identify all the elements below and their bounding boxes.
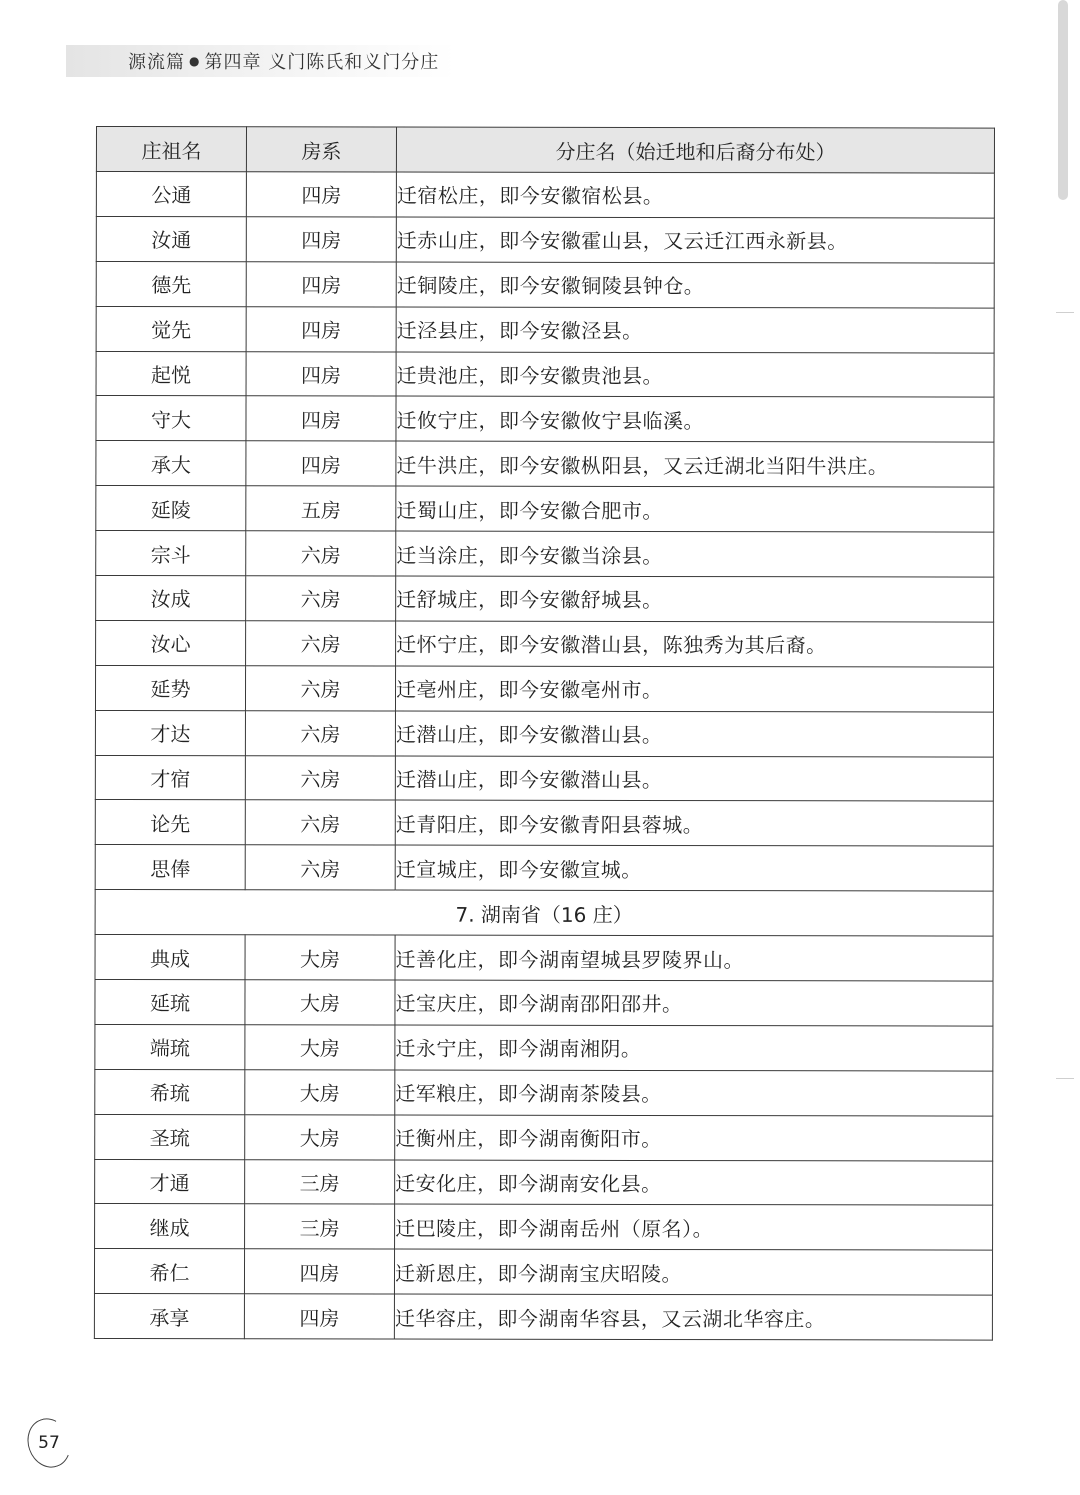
column-header-ancestor: 庄祖名 — [96, 127, 246, 172]
ancestor-name: 思俸 — [95, 845, 245, 890]
table-row — [96, 531, 994, 577]
settlement-desc: 迁新恩庄，即今湖南宝庆昭陵。 — [394, 1249, 992, 1295]
edge-mark — [1056, 1078, 1074, 1079]
ancestor-name: 圣琉 — [95, 1114, 245, 1159]
ancestor-name: 希琉 — [95, 1069, 245, 1114]
branch-table — [94, 126, 995, 1341]
table-row — [95, 710, 993, 756]
settlement-desc: 迁宣城庄，即今安徽宣城。 — [395, 845, 993, 891]
table-row — [96, 486, 994, 532]
branch-name: 四房 — [246, 306, 396, 351]
table-row — [96, 216, 994, 262]
table-row — [95, 1159, 993, 1205]
branch-name: 大房 — [245, 1070, 395, 1115]
table-row — [94, 1249, 992, 1295]
table-row — [96, 306, 994, 352]
table-row — [95, 845, 993, 891]
settlement-desc: 迁铜陵庄，即今安徽铜陵县钟仓。 — [396, 262, 994, 308]
branch-name: 四房 — [246, 217, 396, 262]
table-row — [96, 261, 994, 307]
settlement-desc: 迁攸宁庄，即今安徽攸宁县临溪。 — [396, 396, 994, 442]
ancestor-name: 才通 — [95, 1159, 245, 1204]
settlement-desc: 迁潜山庄，即今安徽潜山县。 — [395, 711, 993, 757]
branch-name: 三房 — [245, 1159, 395, 1204]
settlement-desc: 迁军粮庄，即今湖南茶陵县。 — [395, 1070, 993, 1116]
header-chapter: 第四章 义门陈氏和义门分庄 — [204, 52, 440, 73]
table-header-row — [96, 127, 994, 174]
branch-name: 大房 — [245, 1114, 395, 1159]
ancestor-name: 论先 — [95, 800, 245, 845]
table-row — [95, 980, 993, 1026]
branch-name: 六房 — [245, 800, 395, 845]
branch-name: 四房 — [244, 1249, 394, 1294]
table-row — [95, 1069, 993, 1115]
table-row — [96, 441, 994, 487]
header-separator-icon: ● — [189, 54, 201, 68]
running-header — [66, 45, 456, 77]
branch-name: 六房 — [245, 666, 395, 711]
ancestor-name: 宗斗 — [96, 531, 246, 576]
header-part: 源流篇 — [128, 52, 185, 73]
branch-name: 四房 — [246, 441, 396, 486]
table-row — [95, 1204, 993, 1250]
settlement-desc: 迁青阳庄，即今安徽青阳县蓉城。 — [395, 800, 993, 846]
table-row — [96, 576, 994, 622]
branch-name: 六房 — [245, 710, 395, 755]
settlement-desc: 迁怀宁庄，即今安徽潜山县，陈独秀为其后裔。 — [396, 621, 994, 667]
branch-name: 四房 — [246, 172, 396, 217]
table-row — [96, 396, 994, 442]
branch-name: 六房 — [246, 531, 396, 576]
table-row — [96, 620, 994, 666]
table-row — [95, 935, 993, 981]
ancestor-name: 汝心 — [96, 620, 246, 665]
branch-name: 五房 — [246, 486, 396, 531]
ancestor-name: 希仁 — [94, 1249, 244, 1294]
settlement-desc: 迁安化庄，即今湖南安化县。 — [395, 1160, 993, 1206]
table-row — [95, 755, 993, 801]
table-row — [95, 665, 993, 711]
branch-name: 四房 — [246, 351, 396, 396]
ancestor-name: 典成 — [95, 935, 245, 980]
ancestor-name: 承大 — [96, 441, 246, 486]
ancestor-name: 承享 — [94, 1294, 244, 1339]
branch-name: 大房 — [245, 1025, 395, 1070]
settlement-desc: 迁亳州庄，即今安徽亳州市。 — [395, 666, 993, 712]
ancestor-name: 起悦 — [96, 351, 246, 396]
branch-name: 四房 — [246, 396, 396, 441]
settlement-desc: 迁善化庄，即今湖南望城县罗陵界山。 — [395, 935, 993, 981]
branch-name: 大房 — [245, 935, 395, 980]
table-row — [95, 800, 993, 846]
ancestor-name: 才宿 — [95, 755, 245, 800]
scrollbar[interactable] — [1058, 0, 1068, 200]
ancestor-name: 才达 — [95, 710, 245, 755]
table-row — [95, 1114, 993, 1160]
ancestor-name: 延陵 — [96, 486, 246, 531]
settlement-desc: 迁当涂庄，即今安徽当涂县。 — [396, 531, 994, 577]
ancestor-name: 端琉 — [95, 1024, 245, 1069]
settlement-desc: 迁泾县庄，即今安徽泾县。 — [396, 307, 994, 353]
table-row — [96, 172, 994, 218]
ancestor-name: 汝通 — [96, 216, 246, 261]
page-number: 57 — [28, 1418, 70, 1468]
settlement-desc: 迁永宁庄，即今湖南湘阴。 — [395, 1025, 993, 1071]
settlement-desc: 迁巴陵庄，即今湖南岳州（原名）。 — [395, 1205, 993, 1251]
column-header-branch: 房系 — [246, 127, 396, 172]
settlement-desc: 迁赤山庄，即今安徽霍山县，又云迁江西永新县。 — [396, 217, 994, 263]
branch-name: 六房 — [245, 755, 395, 800]
branch-name: 大房 — [245, 980, 395, 1025]
branch-name: 三房 — [245, 1204, 395, 1249]
ancestor-name: 汝成 — [96, 576, 246, 621]
ancestor-name: 德先 — [96, 261, 246, 306]
settlement-desc: 迁衡州庄，即今湖南衡阳市。 — [395, 1115, 993, 1161]
ancestor-name: 公通 — [96, 172, 246, 217]
edge-mark — [1056, 312, 1074, 313]
ancestor-name: 延势 — [95, 665, 245, 710]
table-row — [94, 1294, 992, 1340]
settlement-desc: 迁华容庄，即今湖南华容县，又云湖北华容庄。 — [394, 1294, 992, 1340]
branch-name: 四房 — [246, 262, 396, 307]
branch-name: 六房 — [246, 621, 396, 666]
settlement-desc: 迁牛洪庄，即今安徽枞阳县，又云迁湖北当阳牛洪庄。 — [396, 441, 994, 487]
branch-name: 六房 — [245, 845, 395, 890]
column-header-settlement: 分庄名（始迁地和后裔分布处） — [396, 127, 994, 173]
settlement-desc: 迁潜山庄，即今安徽潜山县。 — [395, 756, 993, 802]
branch-name: 四房 — [244, 1294, 394, 1339]
settlement-desc: 迁宿松庄，即今安徽宿松县。 — [396, 172, 994, 218]
branch-name: 六房 — [246, 576, 396, 621]
ancestor-name: 守大 — [96, 396, 246, 441]
settlement-desc: 迁舒城庄，即今安徽舒城县。 — [396, 576, 994, 622]
ancestor-name: 继成 — [95, 1204, 245, 1249]
ancestor-name: 觉先 — [96, 306, 246, 351]
section-heading: 7. 湖南省（16 庄） — [95, 890, 993, 936]
settlement-desc: 迁蜀山庄，即今安徽合肥市。 — [396, 486, 994, 532]
table-row — [95, 1024, 993, 1070]
settlement-desc: 迁宝庆庄，即今湖南邵阳邵井。 — [395, 980, 993, 1026]
section-row — [95, 890, 993, 936]
ancestor-name: 延琉 — [95, 980, 245, 1025]
table-row — [96, 351, 994, 397]
settlement-desc: 迁贵池庄，即今安徽贵池县。 — [396, 352, 994, 398]
